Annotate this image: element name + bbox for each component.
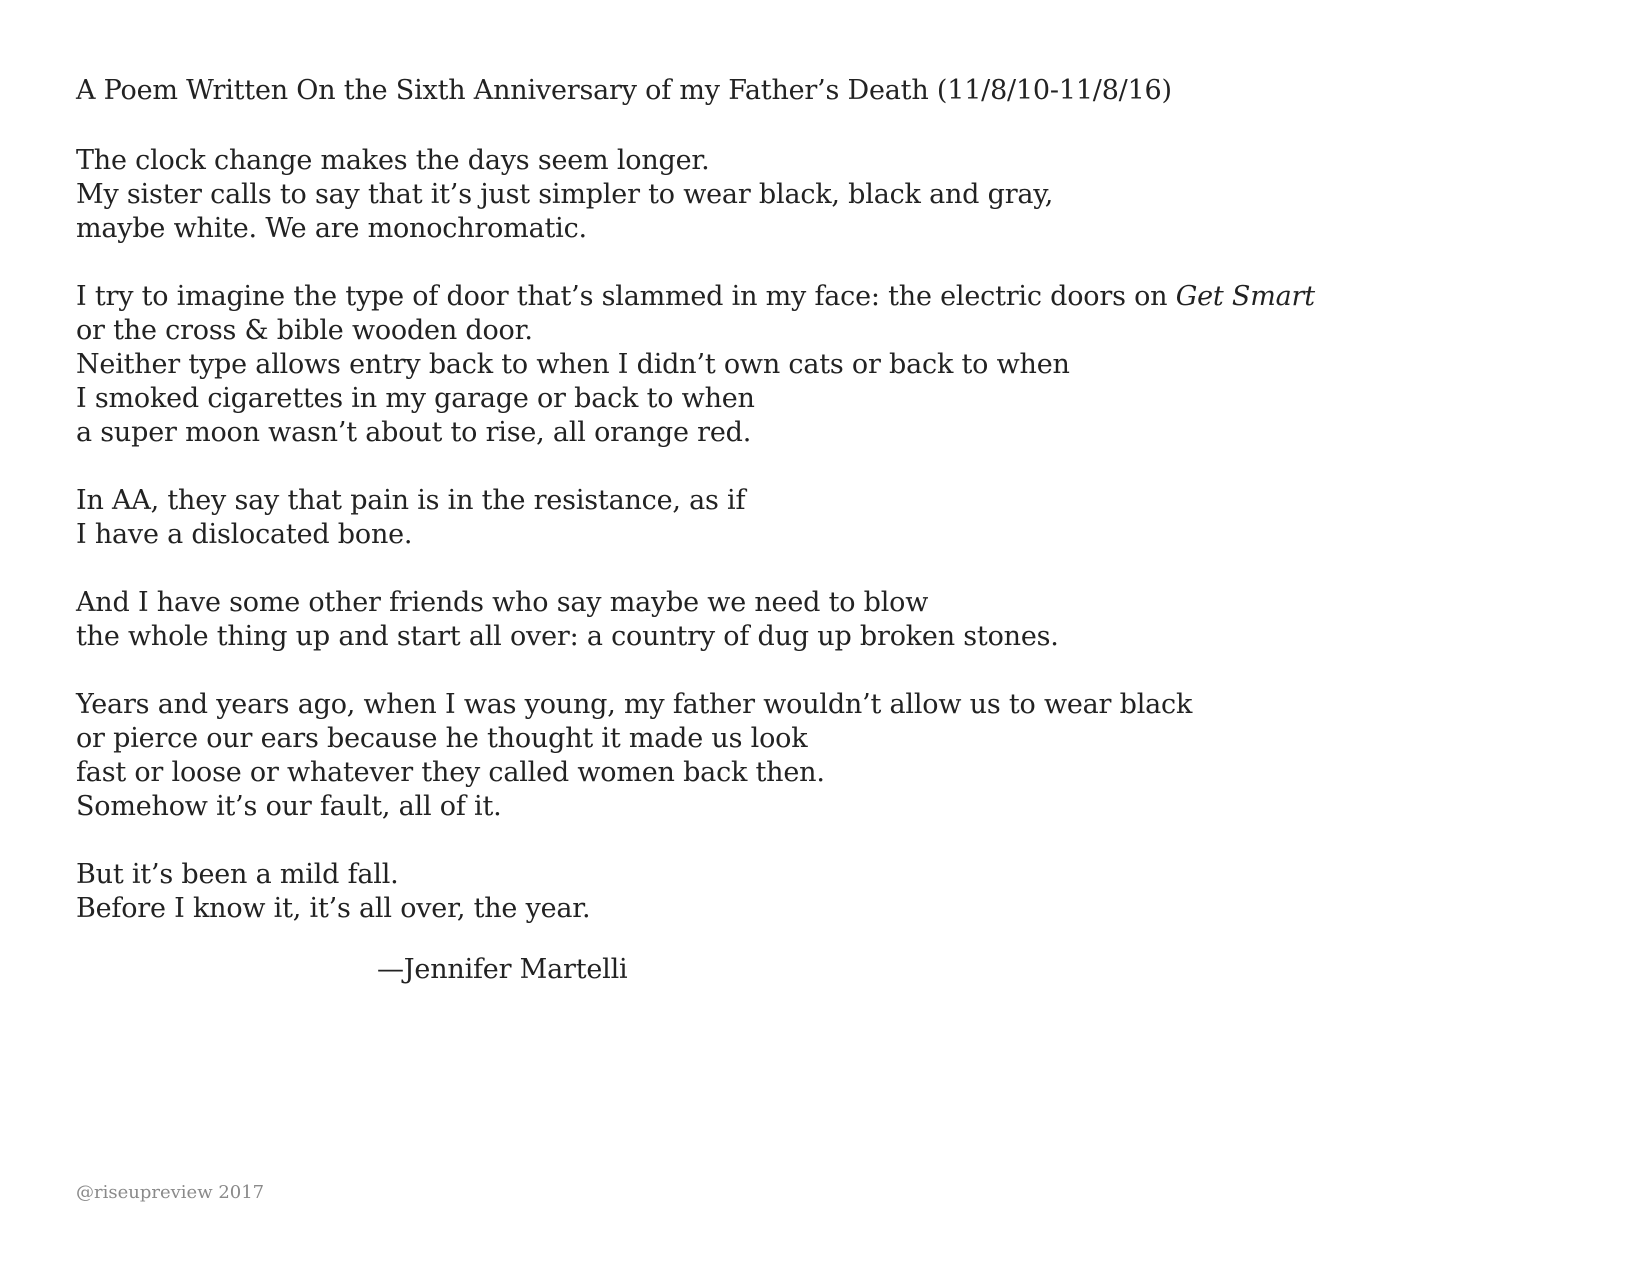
source-footer: @riseupreview 2017 bbox=[76, 1182, 265, 1203]
poem-line: Years and years ago, when I was young, my father wouldn’t allow us to wear black bbox=[76, 689, 1193, 720]
poem-line: I have a dislocated bone. bbox=[76, 519, 413, 550]
poem-line: In AA, they say that pain is in the resistance, as if bbox=[76, 485, 746, 516]
poem-line: But it’s been a mild fall. bbox=[76, 859, 399, 890]
poem-line: Neither type allows entry back to when I didn’t own cats or back to when bbox=[76, 349, 1070, 380]
stanza-1 bbox=[76, 144, 1576, 246]
poem-line: or the cross & bible wooden door. bbox=[76, 315, 533, 346]
poem-line: a super moon wasn’t about to rise, all orange red. bbox=[76, 417, 752, 448]
poem-line: Before I know it, it’s all over, the year. bbox=[76, 893, 591, 924]
poem-line: And I have some other friends who say maybe we need to blow bbox=[76, 587, 929, 618]
poem-line bbox=[76, 280, 1576, 314]
stanza-3 bbox=[76, 484, 1576, 552]
poem-line: maybe white. We are monochromatic. bbox=[76, 213, 587, 244]
stanza-6 bbox=[76, 858, 1576, 926]
poem-line: fast or loose or whatever they called women back then. bbox=[76, 757, 825, 788]
poem-line-text: I try to imagine the type of door that’s slammed in my face: the electric doors on bbox=[76, 281, 1176, 312]
stanza-5 bbox=[76, 688, 1576, 824]
poem-title: A Poem Written On the Sixth Anniversary of my Father’s Death (11/8/10-11/8/16) bbox=[76, 75, 1172, 106]
poem-body bbox=[76, 144, 1576, 960]
italic-title-phrase: Get Smart bbox=[1175, 281, 1315, 312]
stanza-2 bbox=[76, 280, 1576, 450]
poem-line: or pierce our ears because he thought it made us look bbox=[76, 723, 808, 754]
poem-line: The clock change makes the days seem longer. bbox=[76, 145, 710, 176]
poem-line: My sister calls to say that it’s just simpler to wear black, black and gray, bbox=[76, 179, 1054, 210]
author-byline: —Jennifer Martelli bbox=[377, 954, 628, 985]
stanza-4 bbox=[76, 586, 1576, 654]
poem-line: the whole thing up and start all over: a country of dug up broken stones. bbox=[76, 621, 1059, 652]
poem-line: I smoked cigarettes in my garage or back to when bbox=[76, 383, 755, 414]
poem-line: Somehow it’s our fault, all of it. bbox=[76, 791, 502, 822]
